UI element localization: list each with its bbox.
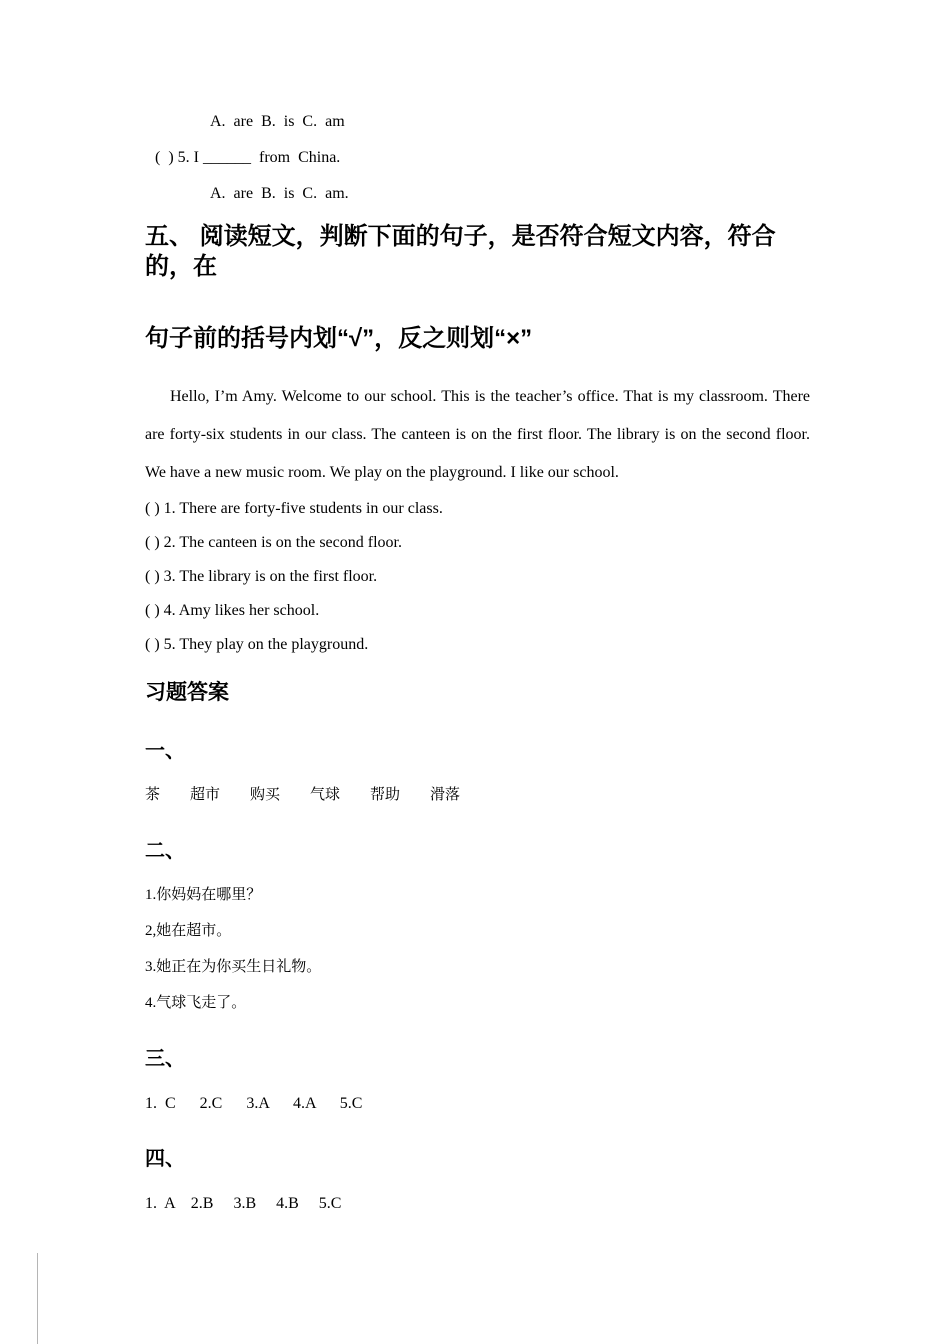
- section5-heading-line2: 句子前的括号内划“√”，反之则划“×”: [145, 325, 533, 352]
- page-edge-artifact: [37, 1253, 38, 1344]
- question5-text: ( ) 5. I ______ from China.: [155, 149, 341, 166]
- answer-section-3: [145, 1046, 810, 1114]
- tf-item-5: ( ) 5. They play on the playground.: [145, 636, 369, 653]
- question4-options: A. are B. is C. am: [210, 113, 345, 130]
- answer-section-3-content: 1. C 2.C 3.A 4.A 5.C: [145, 1095, 363, 1112]
- section5-heading: [145, 222, 810, 354]
- answer-section-2-line-1: 1.你妈妈在哪里？: [145, 887, 262, 903]
- answers-title: 习题答案: [145, 681, 229, 704]
- answer-section-2-line-4: 4.气球飞走了。: [145, 995, 247, 1011]
- answer-section-2: [145, 838, 810, 1014]
- tf-item-1: ( ) 1. There are forty-five students in our class.: [145, 500, 443, 517]
- question5-options: A. are B. is C. am.: [210, 185, 349, 202]
- answer-section-1-label: 一、: [145, 740, 185, 762]
- answer-section-1-content: 茶 超市 购买 气球 帮助 滑落: [145, 787, 461, 803]
- answer-section-2-line-2: 2,她在超市。: [145, 923, 232, 939]
- answer-section-1: [145, 738, 810, 806]
- answer-section-4: [145, 1146, 810, 1214]
- answer-section-4-label: 四、: [145, 1148, 185, 1170]
- true-false-items: [145, 492, 810, 662]
- answer-section-3-label: 三、: [145, 1048, 185, 1070]
- answer-section-4-content: 1. A 2.B 3.B 4.B 5.C: [145, 1195, 342, 1212]
- tf-item-3: ( ) 3. The library is on the first floor.: [145, 568, 378, 585]
- answer-section-2-label: 二、: [145, 840, 185, 862]
- tf-item-4: ( ) 4. Amy likes her school.: [145, 602, 320, 619]
- answer-section-2-line-3: 3.她正在为你买生日礼物。: [145, 959, 322, 975]
- reading-passage: Hello, I’m Amy. Welcome to our school. This is the teacher’s office. That is my classroom. There are forty-six students in our class. The canteen is on the first floor. The library is on the second floor. We have a new music room. We play on the playground. I like our school.: [145, 388, 810, 481]
- tf-item-2: ( ) 2. The canteen is on the second floor.: [145, 534, 402, 551]
- section5-heading-line1: 五、 阅读短文，判断下面的句子，是否符合短文内容，符合的，在: [145, 223, 776, 280]
